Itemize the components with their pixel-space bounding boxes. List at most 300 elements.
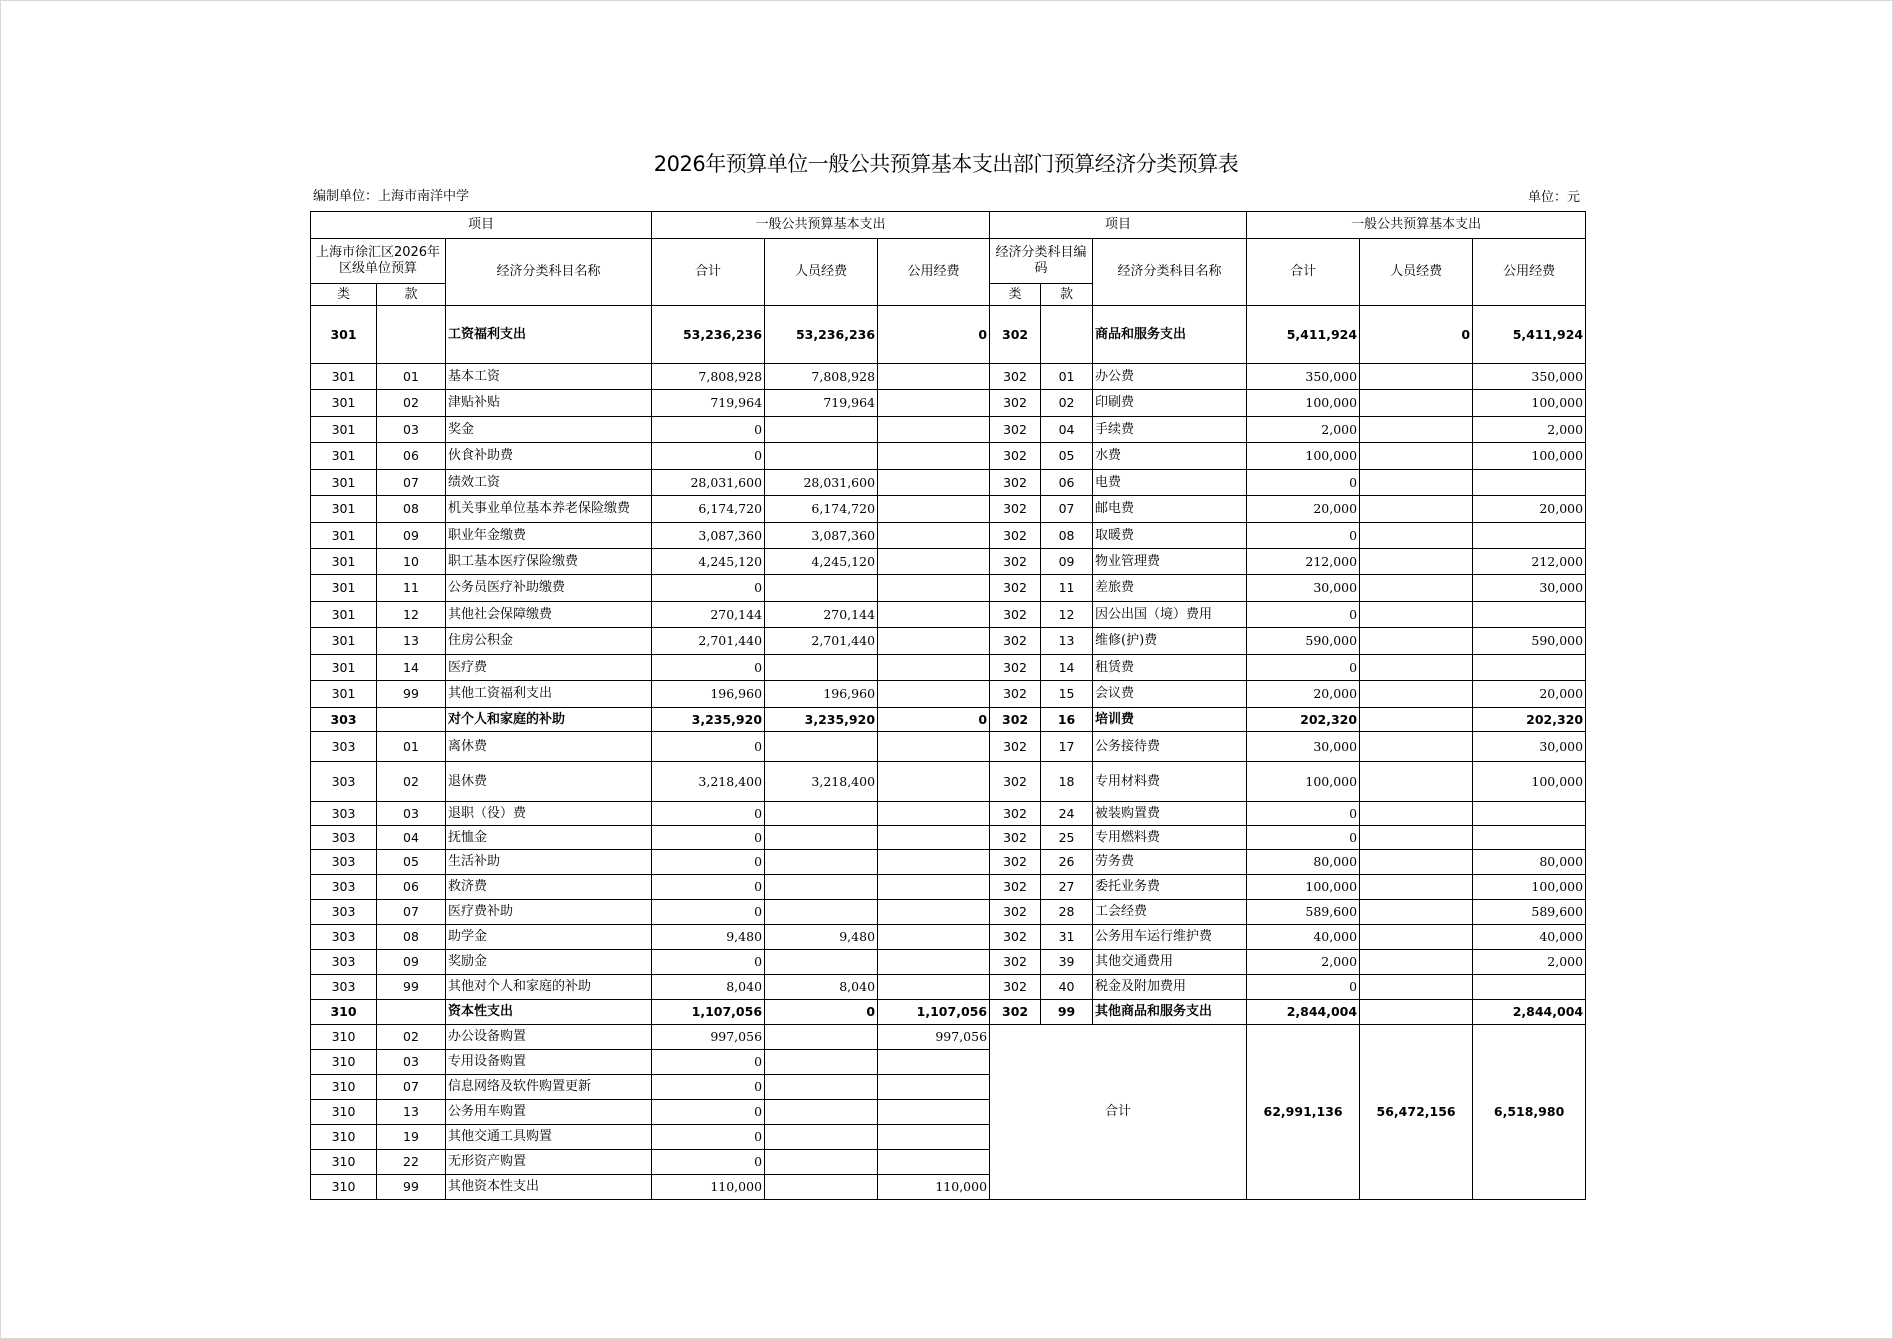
cell-personnel-right [1360,1000,1473,1025]
cell-class-left: 301 [311,575,377,602]
cell-class-left: 310 [311,1100,377,1125]
cell-section-right: 02 [1041,390,1093,417]
cell-public-left [878,1075,990,1100]
cell-section-right: 39 [1041,950,1093,975]
cell-public-right: 212,000 [1473,549,1586,575]
cell-section-right: 06 [1041,470,1093,496]
cell-public-right [1473,826,1586,850]
cell-total-right: 202,320 [1247,708,1360,732]
cell-name-left: 伙食补助费 [446,443,652,470]
cell-section-left: 13 [377,1100,446,1125]
header-left-code-group: 上海市徐汇区2026年区级单位预算 [311,239,446,284]
table-row [311,925,1586,950]
cell-public-right: 350,000 [1473,364,1586,390]
cell-section-right: 14 [1041,655,1093,681]
cell-total-right: 100,000 [1247,875,1360,900]
cell-section-left: 05 [377,850,446,875]
cell-name-right: 因公出国（境）费用 [1093,602,1247,628]
cell-total-right: 589,600 [1247,900,1360,925]
cell-section-right: 18 [1041,762,1093,802]
header-item-left: 项目 [311,212,652,239]
cell-name-right: 会议费 [1093,681,1247,708]
cell-name-left: 机关事业单位基本养老保险缴费 [446,496,652,523]
cell-total-left: 0 [652,417,765,443]
cell-total-right: 0 [1247,470,1360,496]
cell-total-right: 350,000 [1247,364,1360,390]
cell-name-left: 公务用车购置 [446,1100,652,1125]
cell-personnel-right [1360,523,1473,549]
cell-personnel-left: 7,808,928 [765,364,878,390]
cell-name-right: 取暖费 [1093,523,1247,549]
cell-section-left: 08 [377,496,446,523]
cell-section-right: 24 [1041,802,1093,826]
cell-section-right: 17 [1041,732,1093,762]
cell-name-right: 公务用车运行维护费 [1093,925,1247,950]
cell-public-right: 30,000 [1473,732,1586,762]
cell-section-left: 19 [377,1125,446,1150]
cell-public-right: 80,000 [1473,850,1586,875]
header-row-2 [311,239,1586,284]
cell-total-right: 80,000 [1247,850,1360,875]
cell-total-left: 997,056 [652,1025,765,1050]
cell-total-right: 2,844,004 [1247,1000,1360,1025]
cell-total-left: 8,040 [652,975,765,1000]
cell-class-right: 302 [990,496,1041,523]
cell-section-left: 06 [377,875,446,900]
cell-total-right: 30,000 [1247,575,1360,602]
cell-personnel-left [765,1050,878,1075]
cell-personnel-right [1360,925,1473,950]
cell-public-left [878,417,990,443]
cell-name-left: 职工基本医疗保险缴费 [446,549,652,575]
cell-class-right: 302 [990,975,1041,1000]
header-right-code-group: 经济分类科目编码 [990,239,1093,284]
cell-public-right [1473,602,1586,628]
cell-total-right: 0 [1247,655,1360,681]
cell-class-left: 303 [311,875,377,900]
cell-personnel-left: 3,235,920 [765,708,878,732]
cell-total-left: 1,107,056 [652,1000,765,1025]
cell-public-left [878,826,990,850]
cell-personnel-right [1360,470,1473,496]
cell-personnel-left: 3,087,360 [765,523,878,549]
cell-section-right: 26 [1041,850,1093,875]
cell-name-left: 其他对个人和家庭的补助 [446,975,652,1000]
cell-public-left [878,1150,990,1175]
cell-personnel-right [1360,628,1473,655]
cell-section-right: 07 [1041,496,1093,523]
cell-section-left: 03 [377,417,446,443]
cell-public-left [878,602,990,628]
cell-name-right: 租赁费 [1093,655,1247,681]
cell-total-left: 0 [652,900,765,925]
cell-name-left: 其他工资福利支出 [446,681,652,708]
table-row [311,628,1586,655]
table-row [311,470,1586,496]
cell-name-right: 邮电费 [1093,496,1247,523]
cell-section-left: 02 [377,390,446,417]
cell-class-left: 301 [311,470,377,496]
cell-personnel-left: 8,040 [765,975,878,1000]
cell-total-left: 0 [652,826,765,850]
cell-name-left: 基本工资 [446,364,652,390]
page-title: 2026年预算单位一般公共预算基本支出部门预算经济分类预算表 [653,152,1239,176]
cell-name-right: 被装购置费 [1093,802,1247,826]
cell-class-right: 302 [990,470,1041,496]
header-public-left: 公用经费 [878,239,990,306]
cell-class-left: 303 [311,708,377,732]
cell-personnel-left: 4,245,120 [765,549,878,575]
cell-name-right: 印刷费 [1093,390,1247,417]
cell-section-left: 02 [377,1025,446,1050]
table-body [311,306,1586,1200]
cell-name-left: 专用设备购置 [446,1050,652,1075]
cell-total-right: 2,000 [1247,417,1360,443]
cell-total-left: 0 [652,443,765,470]
cell-personnel-right [1360,602,1473,628]
cell-name-left: 津贴补贴 [446,390,652,417]
cell-personnel-left: 0 [765,1000,878,1025]
cell-section-left [377,708,446,732]
cell-public-right: 589,600 [1473,900,1586,925]
cell-total-right: 0 [1247,523,1360,549]
table-row [311,602,1586,628]
cell-total-left: 0 [652,655,765,681]
cell-class-left: 303 [311,732,377,762]
cell-section-right: 13 [1041,628,1093,655]
table-row [311,826,1586,850]
table-row [311,950,1586,975]
cell-total-left: 4,245,120 [652,549,765,575]
cell-total-right: 100,000 [1247,762,1360,802]
cell-class-left: 301 [311,602,377,628]
cell-public-left [878,443,990,470]
cell-class-right: 302 [990,306,1041,364]
budget-table [310,211,1586,1200]
cell-section-left: 02 [377,762,446,802]
cell-personnel-left [765,1150,878,1175]
cell-personnel-right [1360,364,1473,390]
cell-total-left: 0 [652,850,765,875]
cell-public-left: 0 [878,708,990,732]
cell-public-left: 1,107,056 [878,1000,990,1025]
table-row [311,762,1586,802]
header-section-right: 款 [1041,284,1093,306]
cell-name-left: 对个人和家庭的补助 [446,708,652,732]
cell-personnel-right [1360,762,1473,802]
cell-class-right: 302 [990,575,1041,602]
cell-class-left: 303 [311,762,377,802]
cell-section-left: 03 [377,1050,446,1075]
cell-name-right: 培训费 [1093,708,1247,732]
cell-class-left: 301 [311,443,377,470]
cell-total-left: 0 [652,1150,765,1175]
cell-section-left: 14 [377,655,446,681]
cell-personnel-right [1360,443,1473,470]
cell-class-left: 310 [311,1025,377,1050]
cell-personnel-right [1360,708,1473,732]
cell-class-right: 302 [990,826,1041,850]
cell-personnel-left [765,417,878,443]
cell-personnel-left: 196,960 [765,681,878,708]
cell-total-right: 0 [1247,826,1360,850]
cell-name-left: 医疗费 [446,655,652,681]
grand-total-total: 62,991,136 [1247,1025,1360,1200]
cell-public-right: 20,000 [1473,681,1586,708]
cell-total-left: 9,480 [652,925,765,950]
header-class-left: 类 [311,284,377,306]
cell-name-right: 其他交通费用 [1093,950,1247,975]
cell-personnel-right [1360,850,1473,875]
cell-public-right: 2,000 [1473,417,1586,443]
header-group-left: 一般公共预算基本支出 [652,212,990,239]
cell-total-left: 196,960 [652,681,765,708]
cell-section-left: 06 [377,443,446,470]
header-class-right: 类 [990,284,1041,306]
cell-total-left: 0 [652,575,765,602]
cell-total-right: 20,000 [1247,496,1360,523]
cell-public-right: 100,000 [1473,443,1586,470]
grand-total-label: 合计 [990,1025,1247,1200]
cell-class-right: 302 [990,732,1041,762]
table-row [311,306,1586,364]
cell-public-left [878,762,990,802]
cell-section-left: 22 [377,1150,446,1175]
cell-personnel-left: 53,236,236 [765,306,878,364]
cell-total-left: 53,236,236 [652,306,765,364]
cell-total-left: 0 [652,1100,765,1125]
cell-name-right: 专用材料费 [1093,762,1247,802]
cell-class-left: 301 [311,306,377,364]
cell-public-right: 40,000 [1473,925,1586,950]
cell-section-right: 12 [1041,602,1093,628]
cell-name-left: 绩效工资 [446,470,652,496]
cell-personnel-left [765,850,878,875]
header-total-left: 合计 [652,239,765,306]
cell-name-right: 工会经费 [1093,900,1247,925]
cell-name-right: 电费 [1093,470,1247,496]
cell-name-right: 税金及附加费用 [1093,975,1247,1000]
cell-total-right: 20,000 [1247,681,1360,708]
grand-total-personnel: 56,472,156 [1360,1025,1473,1200]
table-row [311,900,1586,925]
cell-public-left [878,364,990,390]
cell-name-right: 其他商品和服务支出 [1093,1000,1247,1025]
cell-personnel-right [1360,802,1473,826]
cell-total-right: 5,411,924 [1247,306,1360,364]
cell-class-right: 302 [990,549,1041,575]
cell-name-left: 办公设备购置 [446,1025,652,1050]
cell-name-left: 其他交通工具购置 [446,1125,652,1150]
cell-public-left [878,975,990,1000]
header-personnel-left: 人员经费 [765,239,878,306]
cell-personnel-left [765,443,878,470]
cell-name-left: 其他社会保障缴费 [446,602,652,628]
cell-personnel-left [765,1025,878,1050]
cell-personnel-right [1360,950,1473,975]
cell-total-left: 6,174,720 [652,496,765,523]
cell-class-right: 302 [990,762,1041,802]
cell-class-left: 310 [311,1075,377,1100]
cell-personnel-right [1360,417,1473,443]
cell-section-right: 16 [1041,708,1093,732]
cell-total-left: 0 [652,1050,765,1075]
cell-total-right: 40,000 [1247,925,1360,950]
cell-section-left: 07 [377,1075,446,1100]
cell-class-left: 301 [311,523,377,549]
cell-name-left: 助学金 [446,925,652,950]
cell-section-left: 13 [377,628,446,655]
cell-name-left: 抚恤金 [446,826,652,850]
cell-section-right: 04 [1041,417,1093,443]
cell-public-left [878,1100,990,1125]
cell-name-right: 劳务费 [1093,850,1247,875]
table-row [311,549,1586,575]
cell-name-right: 商品和服务支出 [1093,306,1247,364]
cell-public-right: 5,411,924 [1473,306,1586,364]
cell-class-left: 301 [311,681,377,708]
table-row [311,364,1586,390]
cell-name-right: 物业管理费 [1093,549,1247,575]
cell-public-right: 590,000 [1473,628,1586,655]
cell-public-right: 30,000 [1473,575,1586,602]
cell-total-right: 0 [1247,602,1360,628]
cell-public-left [878,1050,990,1075]
cell-class-right: 302 [990,802,1041,826]
cell-section-right: 11 [1041,575,1093,602]
cell-personnel-right [1360,681,1473,708]
table-row [311,390,1586,417]
cell-name-right: 维修(护)费 [1093,628,1247,655]
cell-total-left: 270,144 [652,602,765,628]
cell-section-right: 27 [1041,875,1093,900]
table-row [311,708,1586,732]
table-row [311,655,1586,681]
cell-class-right: 302 [990,443,1041,470]
cell-personnel-left [765,802,878,826]
cell-name-right: 委托业务费 [1093,875,1247,900]
cell-public-left [878,1125,990,1150]
cell-personnel-right [1360,900,1473,925]
cell-personnel-right [1360,875,1473,900]
header-section-left: 款 [377,284,446,306]
cell-personnel-left: 3,218,400 [765,762,878,802]
cell-personnel-right [1360,826,1473,850]
cell-class-right: 302 [990,602,1041,628]
cell-personnel-left [765,1125,878,1150]
cell-public-left [878,875,990,900]
cell-class-right: 302 [990,655,1041,681]
cell-class-right: 302 [990,925,1041,950]
cell-name-left: 其他资本性支出 [446,1175,652,1200]
table-row [311,417,1586,443]
cell-public-left [878,575,990,602]
table-row [311,575,1586,602]
cell-class-right: 302 [990,628,1041,655]
table-row [311,802,1586,826]
cell-section-right: 99 [1041,1000,1093,1025]
cell-section-right: 40 [1041,975,1093,1000]
cell-total-right: 100,000 [1247,443,1360,470]
cell-class-left: 301 [311,549,377,575]
cell-class-right: 302 [990,523,1041,549]
cell-total-left: 0 [652,875,765,900]
cell-personnel-right: 0 [1360,306,1473,364]
cell-section-left: 04 [377,826,446,850]
cell-total-right: 212,000 [1247,549,1360,575]
cell-public-right [1473,802,1586,826]
cell-public-left [878,628,990,655]
compiling-unit: 编制单位：上海市南洋中学 [313,189,470,204]
cell-public-left: 0 [878,306,990,364]
cell-personnel-right [1360,390,1473,417]
cell-personnel-left [765,950,878,975]
header-row-1 [311,212,1586,239]
cell-class-left: 303 [311,900,377,925]
cell-class-left: 303 [311,975,377,1000]
grand-total-public: 6,518,980 [1473,1025,1586,1200]
cell-total-right: 0 [1247,975,1360,1000]
cell-name-left: 生活补助 [446,850,652,875]
cell-public-left [878,390,990,417]
cell-public-right: 2,000 [1473,950,1586,975]
header-name-left: 经济分类科目名称 [446,239,652,306]
cell-public-left [878,900,990,925]
cell-total-right: 2,000 [1247,950,1360,975]
cell-section-right [1041,306,1093,364]
cell-class-left: 310 [311,1175,377,1200]
header-group-right: 一般公共预算基本支出 [1247,212,1586,239]
cell-name-right: 手续费 [1093,417,1247,443]
cell-name-left: 住房公积金 [446,628,652,655]
cell-name-left: 救济费 [446,875,652,900]
cell-class-left: 303 [311,826,377,850]
cell-name-left: 工资福利支出 [446,306,652,364]
cell-public-left: 110,000 [878,1175,990,1200]
cell-personnel-right [1360,975,1473,1000]
table-row [311,975,1586,1000]
table-row [311,496,1586,523]
cell-personnel-left: 6,174,720 [765,496,878,523]
cell-public-left [878,470,990,496]
cell-total-left: 0 [652,732,765,762]
header-item-right: 项目 [990,212,1247,239]
cell-name-left: 职业年金缴费 [446,523,652,549]
cell-personnel-left: 719,964 [765,390,878,417]
cell-public-right: 100,000 [1473,390,1586,417]
header-total-right: 合计 [1247,239,1360,306]
cell-public-left [878,496,990,523]
cell-total-left: 3,087,360 [652,523,765,549]
cell-public-right: 100,000 [1473,875,1586,900]
header-public-right: 公用经费 [1473,239,1586,306]
cell-total-right: 0 [1247,802,1360,826]
cell-class-right: 302 [990,681,1041,708]
header-personnel-right: 人员经费 [1360,239,1473,306]
cell-personnel-left [765,655,878,681]
cell-class-left: 301 [311,417,377,443]
table-row [311,1025,1586,1050]
cell-class-left: 310 [311,1000,377,1025]
cell-class-right: 302 [990,1000,1041,1025]
cell-class-left: 303 [311,950,377,975]
cell-name-left: 退休费 [446,762,652,802]
cell-personnel-left [765,1075,878,1100]
cell-class-left: 303 [311,925,377,950]
cell-total-left: 0 [652,1075,765,1100]
cell-section-left: 03 [377,802,446,826]
cell-section-right: 31 [1041,925,1093,950]
